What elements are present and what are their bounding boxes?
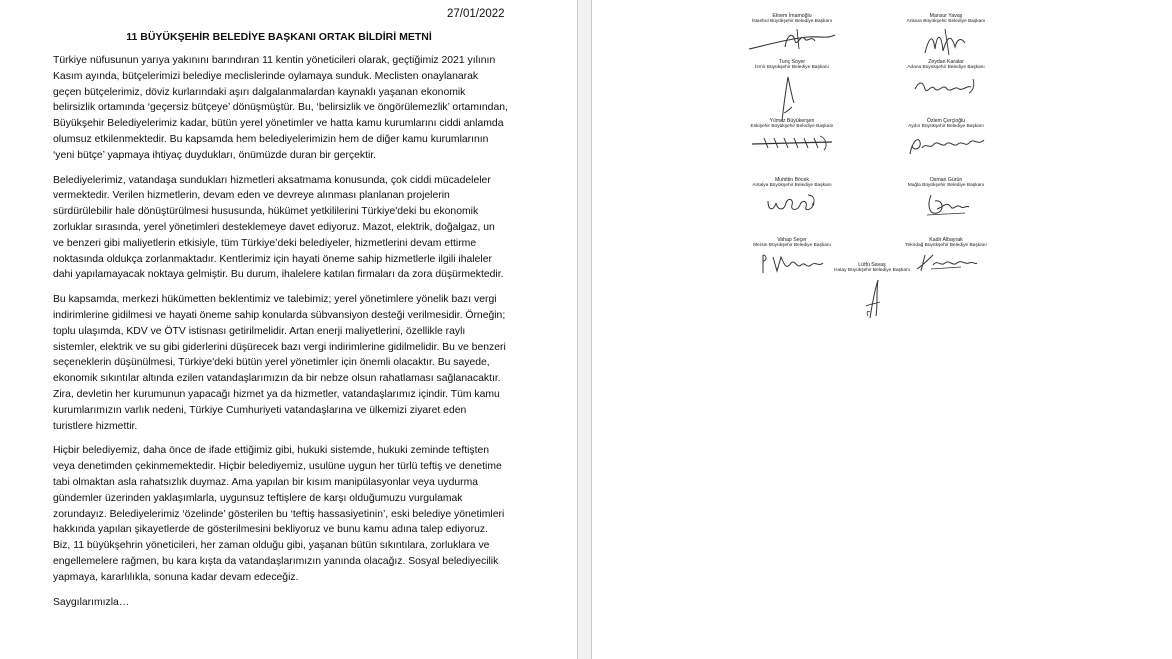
signature-block	[742, 118, 842, 154]
signer-role: Adana Büyükşehir Belediye Başkanı	[907, 65, 985, 71]
signature-block	[896, 118, 996, 158]
paragraph: Belediyelerimiz, vatandaşa sundukları hizmetleri aksatmama konusunda, çok ciddi mücadeleler vermektedir. Verilen hizmetlerin, devam eden ve devreye alınması planlanan projelerin sürdürülebilir hale dönüştürülmesi hususunda, hükümet yetkililerini Türkiye'deki bu ekonomik zorluklar sırasında, yerel yönetimleri desteklemeye davet ediyoruz. Mazot, elektrik, doğalgaz, un ve benzeri gibi maliyetlerin etkisiyle, tüm Türkiye’deki belediyeler, hizmetlerini devam ettirme noktasında oldukça zorlanmaktadır. Kentlerimiz için hayati öneme sahip hizmetlerle ilgili ihaleler dahi yapılamayacak noktaya gelmiştir. Bu durum, ihalelere katılan firmaları da zora düşürmektedir.	[53, 174, 504, 281]
signature-block	[822, 262, 922, 320]
signer-role: Hatay Büyükşehir Belediye Başkanı	[834, 268, 910, 274]
signer-role: Eskişehir Büyükşehir Belediye Başkanı	[750, 124, 834, 130]
signature-block	[896, 59, 996, 97]
signer-role: Mersin Büyükşehir Belediye Başkanı	[753, 243, 831, 249]
signer-name: Osman Gürün	[929, 177, 963, 183]
signature-block	[742, 59, 842, 123]
signer-name: Muhittin Böcek	[774, 177, 810, 183]
document-date: 27/01/2022	[447, 8, 505, 20]
signature-block	[742, 177, 842, 217]
signature-scribble	[921, 191, 971, 219]
signature-block	[742, 13, 842, 53]
signer-name: Lütfü Savaş	[858, 262, 886, 268]
signer-role: Tekirdağ Büyükşehir Belediye Başkanı	[905, 243, 987, 249]
signature-scribble	[921, 27, 971, 57]
signer-name: Ekrem İmamoğlu	[772, 13, 812, 19]
signature-scribble	[913, 251, 979, 273]
signer-name: Kadir Albayrak	[929, 237, 963, 243]
paragraph: Bu kapsamda, merkezi hükümetten beklentimiz ve talebimiz; yerel yönetimlere yönelik bazı vergi indirimlerine gidilmesi ve hayati öneme sahip konularda sübvansiyon desteği verilmesidir. Örneğin; toplu ulaşımda, KDV ve ÖTV istisnası getirilmelidir. Artan enerji maliyetlerini, özellikle raylı sistemler, elektrik ve su gibi giderlerini düşürecek bazı vergi indirimlerine gidilmelidir. Bu ve benzeri seçeneklerin düşünülmesi, Türkiye'deki bütün yerel yönetimler için önemli olacaktır. Bu sayede, ekonomik sıkıntılar altında ezilen vatandaşlarımızın da bir nebze olsun rahatlaması sağlanacaktır. Zira, devletin her kurumunun yapacağı hizmet ya da hizmetler, vatandaşlarımız içindir. Tüm kamu kurumlarımızın varlık nedeni, Türkiye Cumhuriyeti vatandaşlarına ve ülkemizi ziyaret eden turistlere hizmettir.	[53, 294, 506, 432]
signature-scribble	[750, 132, 834, 154]
paragraph: Hiçbir belediyemiz, daha önce de ifade ettiğimiz gibi, hukuki sistemde, hukuki zeminde teftişten veya denetimden çekinmemektedir. Hiçbir belediyemiz, usulüne uygun her türlü teftiş ve denetime tabi olmaktan asla rahatsızlık duymaz. Ama yapılan bir kısım manipülasyonlar veya uydurma gündemler üzerinden yaklaşımlarla, uygunsuz teftişlere de karşı olduğumuzu vurgulamak zorundayız. Belediyelerimiz ‘özelinde’ gösterilen bu ‘teftiş hassasiyetinin’, eski belediye yönetimleri hakkında yapılan şikayetlerde de gösterilmesini bekliyoruz ve bunu kamu adına talep ediyoruz. Biz, 11 büyükşehrin yöneticileri, her zaman olduğu gibi, yaşanan bütün sıkıntılara, zorluklara ve engellemelere rağmen, bu kara kışta da vatandaşlarımızın yanında olacağız. Sosyal belediyecilik yapmaya, kararlılıkla, sonuna kadar devam edeceğiz.	[53, 445, 505, 583]
signer-name: Yılmaz Büyükerşen	[769, 118, 815, 124]
signer-name: Özlem Çerçioğlu	[926, 118, 966, 124]
signer-role: İzmir Büyükşehir Belediye Başkanı	[755, 65, 829, 71]
signer-role: Aydın Büyükşehir Belediye Başkanı	[908, 124, 984, 130]
document-body	[53, 53, 508, 619]
signer-role: Antalya Büyükşehir Belediye Başkanı	[752, 183, 832, 189]
signature-scribble	[772, 73, 812, 123]
document-title: 11 BÜYÜKŞEHİR BELEDİYE BAŞKANI ORTAK BİLDİRİ METNİ	[126, 31, 432, 43]
signer-role: Ankara Büyükşehir Belediye Başkanı	[906, 19, 986, 25]
signer-name: Zeydan Karalar	[928, 59, 964, 65]
signer-name: Mansur Yavaş	[929, 13, 963, 19]
signer-role: Muğla Büyükşehir Belediye Başkanı	[907, 183, 985, 189]
signature-scribble	[904, 132, 988, 158]
signature-scribble	[852, 276, 892, 320]
signature-block	[896, 13, 996, 57]
signature-scribble	[911, 73, 981, 97]
signer-name: Vahap Seçer	[777, 237, 807, 243]
document-page-left	[0, 0, 578, 659]
closing-text: Saygılarımızla…	[53, 596, 130, 608]
signer-name: Tunç Soyer	[778, 59, 806, 65]
signer-role: İstanbul Büyükşehir Belediye Başkanı	[751, 19, 833, 25]
signature-scribble	[757, 251, 827, 275]
signature-scribble	[747, 27, 837, 53]
paragraph: Türkiye nüfusunun yarıya yakınını barındıran 11 kentin yöneticileri olarak, geçtiğimiz 2021 yılının Kasım ayında, bütçelerimizi belediye meclislerinde oylamaya sunduk. Meclisten onaylanarak geçen bütçelerimiz, döviz kurlarındaki aşırı dalgalanmalardan kaynaklı yaşanan ekonomik belirsizlik ortamında ‘geçersiz bütçeye’ dönüşmüştür. Bu, ‘belirsizlik ve öngörülemezlik’ ortamından, Büyükşehir Belediyelerimiz kadar, bütün yerel yönetimler ve hatta kamu kurumlarını ciddi anlamda olumsuz etkilenmektedir. Bu kapsamda hem belediyelerimizin hem de diğer kamu kurumlarının ‘yeni bütçe’ yapmaya ihtiyaç duydukları, önümüzde duran bir gerçektir.	[53, 55, 508, 161]
page-gutter	[578, 0, 591, 659]
signature-scribble	[764, 191, 820, 217]
signature-block	[896, 177, 996, 219]
document-page-right	[591, 0, 1172, 659]
